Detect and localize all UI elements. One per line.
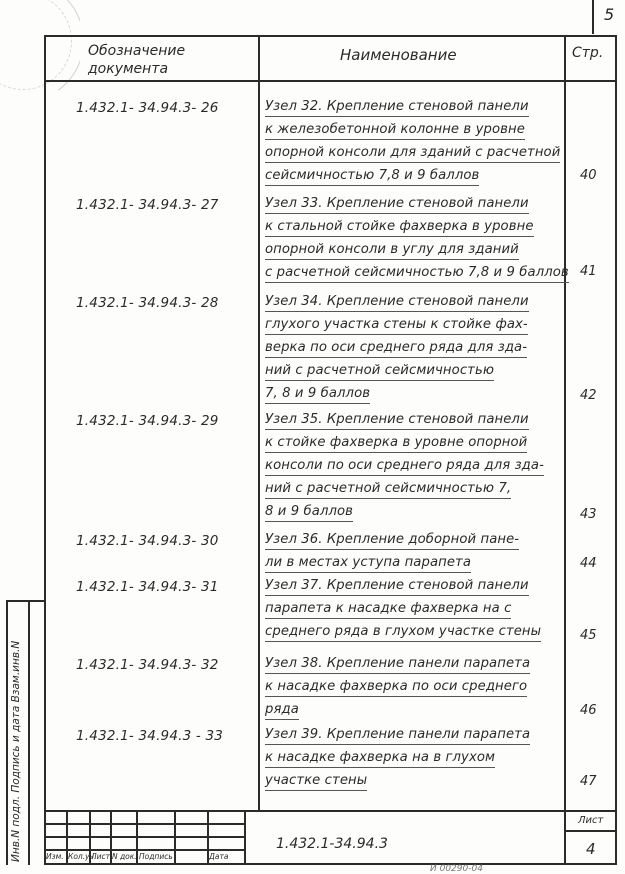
row-name-line: 7, 8 и 9 баллов — [265, 384, 370, 404]
stamp-top — [44, 810, 616, 812]
sheet-number: 4 — [586, 840, 596, 858]
row-name-line: ли в местах уступа парапета — [265, 553, 471, 573]
row-name-line: Узел 35. Крепление стеновой панели — [265, 410, 529, 430]
stamp-col-label: Лист — [91, 852, 111, 861]
row-page: 46 — [580, 703, 597, 718]
row-name-line: Узел 32. Крепление стеновой панели — [265, 97, 529, 117]
row-code: 1.432.1- 34.94.3- 27 — [76, 197, 219, 213]
row-name-line: Узел 37. Крепление стеновой панели — [265, 576, 529, 596]
row-name-line: 8 и 9 баллов — [265, 502, 353, 522]
stamp-row-1 — [44, 823, 244, 825]
row-name-line: сейсмичностью 7,8 и 9 баллов — [265, 166, 479, 186]
frame-left — [44, 35, 46, 865]
side-stamp-right — [28, 600, 30, 865]
stamp-col-g — [244, 810, 246, 864]
row-name-line: Узел 33. Крепление стеновой панели — [265, 194, 529, 214]
row-code: 1.432.1- 34.94.3- 26 — [76, 100, 219, 116]
row-name-line: к стальной стойке фахверка в уровне — [265, 217, 534, 237]
row-name-line: ний с расчетной сейсмичностью — [265, 361, 494, 381]
row-name-line: Узел 36. Крепление доборной пане- — [265, 530, 519, 550]
row-name-line: верка по оси среднего ряда для зда- — [265, 338, 527, 358]
stamp-row-2 — [44, 836, 244, 838]
col-divider-1 — [258, 35, 260, 811]
stamp-col-label: Подпись — [139, 852, 173, 861]
row-name-line: к насадке фахверка на в глухом — [265, 748, 495, 768]
page-number: 5 — [604, 5, 615, 24]
row-name-line: к насадке фахверка по оси среднего — [265, 677, 527, 697]
row-page: 45 — [580, 628, 597, 643]
page-corner-divider — [592, 0, 594, 34]
row-page: 47 — [580, 774, 597, 789]
row-name-line: к железобетонной колонне в уровне — [265, 120, 525, 140]
stamp-col-label: Дата — [209, 852, 229, 861]
row-code: 1.432.1- 34.94.3- 30 — [76, 533, 219, 549]
row-name-line: среднего ряда в глухом участке стены — [265, 622, 541, 642]
row-page: 42 — [580, 388, 597, 403]
header-name: Наименование — [340, 46, 457, 64]
row-name-line: парапета к насадке фахверка на с — [265, 599, 511, 619]
row-name-line: Узел 38. Крепление панели парапета — [265, 654, 530, 674]
frame-right — [615, 35, 617, 865]
row-code: 1.432.1- 34.94.3 - 33 — [76, 728, 224, 744]
frame-top — [44, 35, 616, 37]
row-name-line: консоли по оси среднего ряда для зда- — [265, 456, 544, 476]
row-name-line: опорной консоли в углу для зданий — [265, 240, 519, 260]
row-name-line: к стойке фахверка в уровне опорной — [265, 433, 527, 453]
seal-stamp — [0, 0, 80, 90]
stamp-col-label: Изм. — [46, 852, 64, 861]
row-name-line: ряда — [265, 700, 299, 720]
row-name-line: Узел 39. Крепление панели парапета — [265, 725, 530, 745]
row-page: 40 — [580, 168, 597, 183]
row-code: 1.432.1- 34.94.3- 28 — [76, 295, 219, 311]
side-stamp-left — [6, 600, 8, 865]
bottom-note: И 00290-04 — [430, 864, 483, 874]
row-page: 41 — [580, 264, 597, 279]
stamp-row-3 — [44, 849, 244, 851]
stamp-col-e — [174, 810, 176, 864]
header-bottom — [44, 80, 616, 82]
row-code: 1.432.1- 34.94.3- 29 — [76, 413, 219, 429]
row-name-line: Узел 34. Крепление стеновой панели — [265, 292, 529, 312]
row-page: 44 — [580, 556, 597, 571]
sheet-divider — [564, 830, 616, 832]
row-name-line: глухого участка стены к стойке фах- — [265, 315, 528, 335]
row-page: 43 — [580, 507, 597, 522]
row-code: 1.432.1- 34.94.3- 31 — [76, 579, 219, 595]
col-divider-2 — [564, 35, 566, 863]
row-code: 1.432.1- 34.94.3- 32 — [76, 657, 219, 673]
frame-bottom — [44, 863, 616, 865]
stamp-col-label: Кол.уч. — [68, 852, 97, 861]
row-name-line: опорной консоли для зданий с расчетной — [265, 143, 560, 163]
sheet-label: Лист — [578, 815, 604, 826]
row-name-line: с расчетной сейсмичностью 7,8 и 9 баллов — [265, 263, 569, 283]
header-page: Стр. — [572, 45, 604, 61]
header-designation: Обозначение документа — [88, 43, 186, 77]
stamp-designation: 1.432.1-34.94.3 — [276, 836, 388, 852]
side-stamp-label: Инв.N подл. Подпись и дата Взам.инв.N — [10, 640, 22, 862]
stamp-col-label: N док. — [112, 852, 137, 861]
row-name-line: ний с расчетной сейсмичностью 7, — [265, 479, 511, 499]
side-stamp-top — [6, 600, 44, 602]
row-name-line: участке стены — [265, 771, 367, 791]
